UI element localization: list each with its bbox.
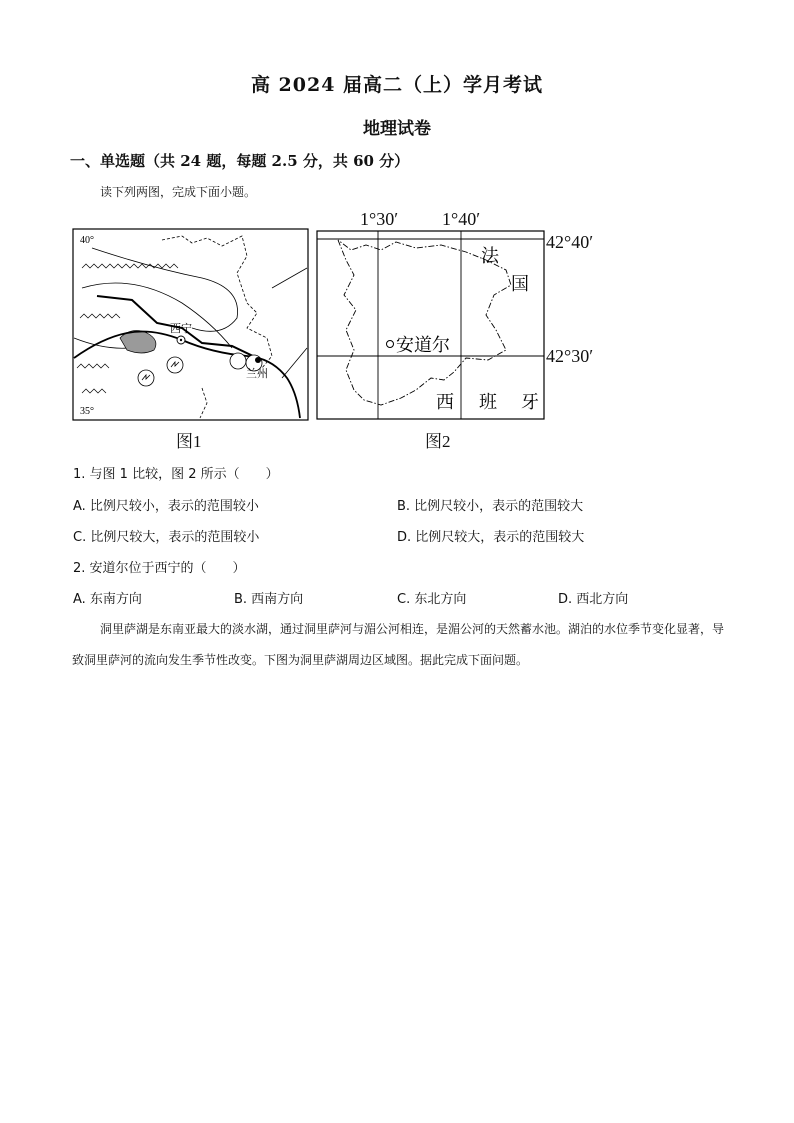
city-xining-marker — [180, 339, 182, 341]
country-france-char-1: 法 — [481, 246, 499, 266]
exam-title: 高 2024 届高二（上）学月考试 — [250, 74, 544, 96]
figure2-lat-bottom: 42°30′ — [546, 346, 594, 366]
question-2-stem: 2. 安道尔位于西宁的（ ） — [73, 561, 246, 576]
section-heading: 一、单选题（共 24 题，每题 2.5 分，共 60 分） — [70, 152, 410, 170]
figure2-lon-left: 1°30′ — [360, 209, 399, 229]
question-2-option-b[interactable]: B. 西南方向 — [234, 592, 304, 607]
city-andorra-label: 安道尔 — [396, 335, 450, 355]
country-spain-char-2: 班 — [479, 392, 497, 412]
figure2-frame — [317, 231, 544, 419]
country-france-char-2: 国 — [511, 274, 529, 294]
question-intro: 读下列两图，完成下面小题。 — [100, 185, 257, 199]
country-spain-char-1: 西 — [436, 392, 454, 412]
question-1-option-b[interactable]: B. 比例尺较小，表示的范围较大 — [397, 499, 584, 514]
city-lanzhou-marker — [255, 357, 261, 363]
figure2-caption: 图2 — [425, 432, 451, 451]
question-2-option-a[interactable]: A. 东南方向 — [73, 592, 142, 607]
question-1-stem: 1. 与图 1 比较，图 2 所示（ ） — [73, 467, 279, 482]
power-station-icon — [230, 353, 246, 369]
figure2-map — [316, 230, 546, 422]
question-1-option-c[interactable]: C. 比例尺较大，表示的范围较小 — [73, 530, 260, 545]
figure1-lat-bottom: 35° — [80, 406, 94, 417]
figure1-lat-top: 40° — [80, 235, 94, 246]
city-xining-label: 西宁 — [170, 323, 192, 335]
figure2-lon-right: 1°40′ — [442, 209, 481, 229]
figure2-lat-top: 42°40′ — [546, 232, 594, 252]
figure1-caption: 图1 — [176, 432, 202, 451]
city-andorra-marker — [387, 341, 394, 348]
question-1-option-a[interactable]: A. 比例尺较小，表示的范围较小 — [73, 499, 259, 514]
country-spain-char-3: 牙 — [521, 392, 539, 412]
figure1-map — [72, 228, 310, 423]
question-1-option-d[interactable]: D. 比例尺较大，表示的范围较大 — [397, 530, 585, 545]
question-2-option-c[interactable]: C. 东北方向 — [397, 592, 467, 607]
exam-subject: 地理试卷 — [363, 119, 431, 139]
reading-passage: 洞里萨湖是东南亚最大的淡水湖，通过洞里萨河与湄公河相连，是湄公河的天然蓄水池。湖泊的水位季节变化显著，导致洞里萨河的流向发生季节性改变。下图为洞里萨湖周边区域图。据此完成下面问题。 — [72, 622, 725, 667]
question-2-option-d[interactable]: D. 西北方向 — [558, 592, 629, 607]
city-lanzhou-label: 兰州 — [246, 368, 268, 380]
